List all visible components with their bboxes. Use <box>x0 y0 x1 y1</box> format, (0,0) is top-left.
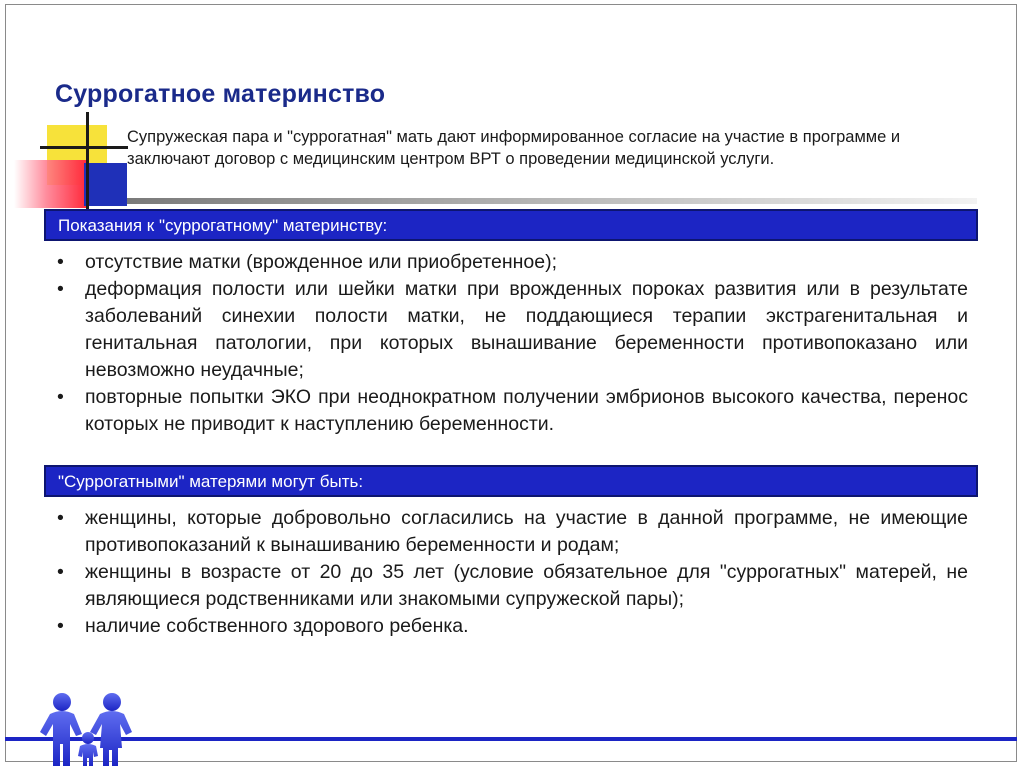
slide-title: Суррогатное материнство <box>55 80 386 108</box>
bullet-marker: • <box>57 561 64 583</box>
footer-line <box>5 737 1017 741</box>
list-item <box>55 384 968 438</box>
list-item-text: деформация полости или шейки матки при врожденных пороках развития или в результате заболеваний синехии полости матки, не поддающиеся терапии экстрагенитальная и генитальная патологии, при которых вынашивание беременности противопоказано или невозможно неудачные; <box>85 278 968 381</box>
bullet-marker: • <box>57 251 64 273</box>
mothers-list <box>55 505 968 640</box>
indications-list <box>55 249 968 438</box>
family-icon <box>30 690 142 768</box>
mothers-header: "Суррогатными" матерями могут быть: <box>44 465 978 497</box>
indications-header: Показания к "суррогатному" материнству: <box>44 209 978 241</box>
list-item-text: наличие собственного здорового ребенка. <box>85 615 469 637</box>
list-item <box>55 559 968 613</box>
decor-red-gradient <box>14 160 86 208</box>
list-item-text: повторные попытки ЭКО при неоднократном получении эмбрионов высокого качества, перенос которых не приводит к наступлению беременности. <box>85 386 968 435</box>
intro-separator <box>127 198 977 204</box>
bullet-marker: • <box>57 386 64 408</box>
decor-vertical-line <box>86 112 89 210</box>
list-item <box>55 249 968 276</box>
list-item <box>55 276 968 384</box>
list-item <box>55 505 968 559</box>
list-item-text: женщины в возрасте от 20 до 35 лет (условие обязательное для "суррогатных" матерей, не являющиеся родственниками или знакомыми супружеской пары); <box>85 561 968 610</box>
list-item <box>55 613 968 640</box>
decor-blue-square <box>84 163 127 206</box>
list-item-text: женщины, которые добровольно согласились на участие в данной программе, не имеющие противопоказаний к вынашиванию беременности и родам; <box>85 507 968 556</box>
decor-horizontal-line <box>40 146 128 149</box>
bullet-marker: • <box>57 615 64 637</box>
intro-paragraph: Супружеская пара и "суррогатная" мать дают информированное согласие на участие в программе и заключают договор с медицинским центром ВРТ о проведении медицинской услуги. <box>127 128 901 168</box>
bullet-marker: • <box>57 507 64 529</box>
list-item-text: отсутствие матки (врожденное или приобретенное); <box>85 251 557 273</box>
bullet-marker: • <box>57 278 64 300</box>
